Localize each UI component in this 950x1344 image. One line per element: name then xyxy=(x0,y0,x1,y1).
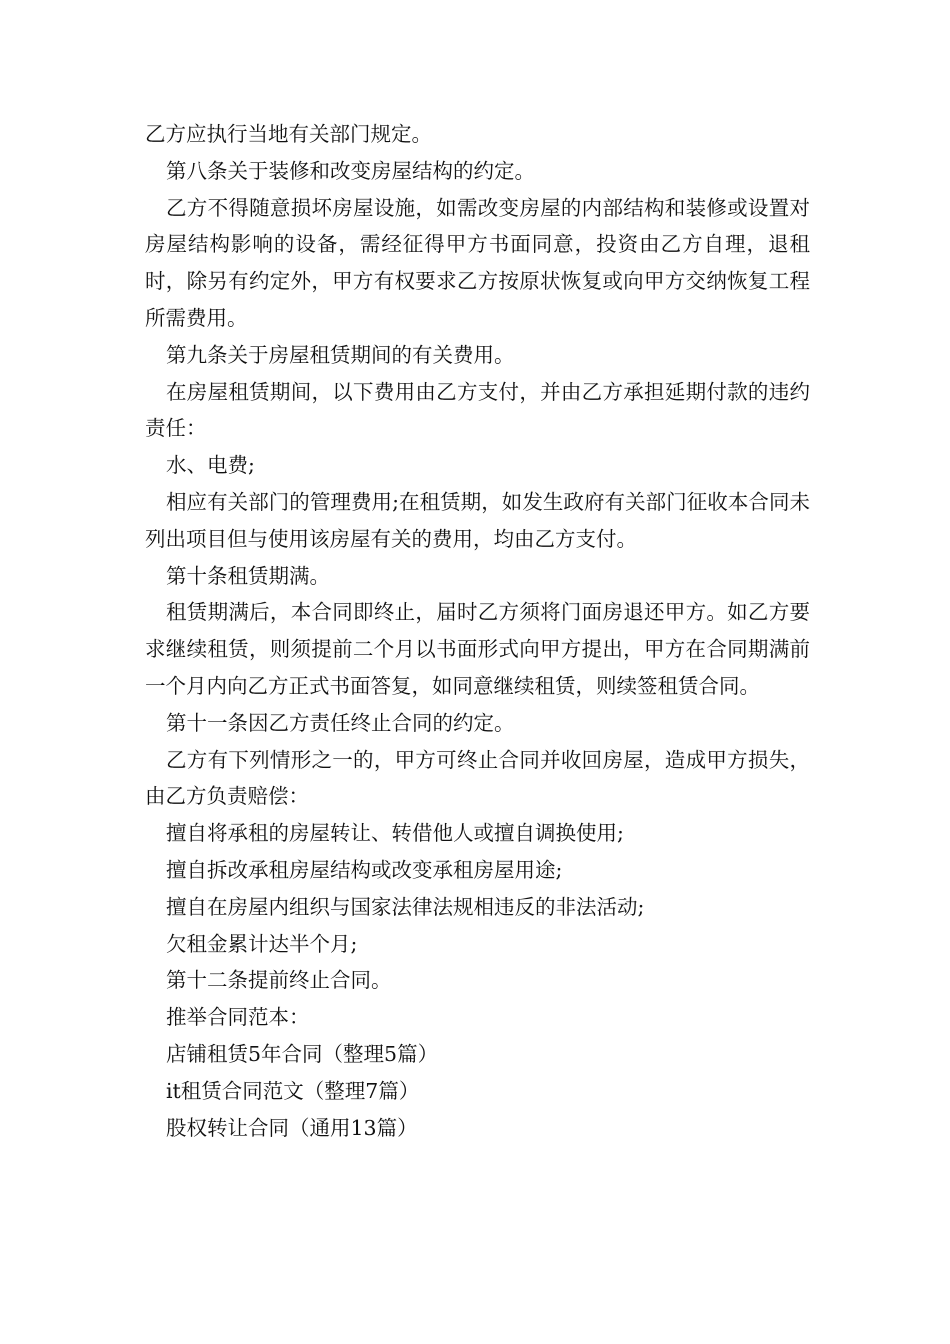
document-body xyxy=(145,116,810,1146)
recommended-link-equity-transfer[interactable]: 股权转让合同（通用13篇） xyxy=(166,1115,418,1140)
article-10-heading: 第十条租赁期满。 xyxy=(166,563,330,588)
recommended-templates-heading: 推举合同范本： xyxy=(166,1005,310,1030)
article-11-item-transfer: 擅自将承租的房屋转让、转借他人或擅自调换使用; xyxy=(166,821,624,846)
article-9-body: 在房屋租赁期间，以下费用由乙方支付，并由乙方承担延期付款的违约责任： xyxy=(145,379,810,441)
recommended-link-shop-lease[interactable]: 店铺租赁5年合同（整理5篇） xyxy=(166,1041,439,1066)
article-11-item-alteration: 擅自拆改承租房屋结构或改变承租房屋用途; xyxy=(166,857,563,882)
paragraph-continuation: 乙方应执行当地有关部门规定。 xyxy=(145,122,432,146)
article-11-item-rent-arrears: 欠租金累计达半个月; xyxy=(166,931,358,956)
article-9-heading: 第九条关于房屋租赁期间的有关费用。 xyxy=(166,342,515,367)
article-12-heading: 第十二条提前终止合同。 xyxy=(166,968,392,993)
recommended-link-it-lease[interactable]: it租赁合同范文（整理7篇） xyxy=(166,1078,420,1103)
article-8-heading: 第八条关于装修和改变房屋结构的约定。 xyxy=(166,158,535,183)
article-11-heading: 第十一条因乙方责任终止合同的约定。 xyxy=(166,710,515,735)
article-11-item-illegal-activity: 擅自在房屋内组织与国家法律法规相违反的非法活动; xyxy=(166,894,645,919)
article-9-item-utilities: 水、电费; xyxy=(166,453,255,478)
article-10-body: 租赁期满后，本合同即终止，届时乙方须将门面房退还甲方。如乙方要求继续租赁，则须提前二个月以书面形式向甲方提出，甲方在合同期满前一个月内向乙方正式书面答复，如同意继续租赁，则续签租赁合同。 xyxy=(145,600,810,698)
article-11-body: 乙方有下列情形之一的，甲方可终止合同并收回房屋，造成甲方损失，由乙方负责赔偿： xyxy=(145,747,810,809)
article-9-item-management-fees: 相应有关部门的管理费用;在租赁期，如发生政府有关部门征收本合同未列出项目但与使用该房屋有关的费用，均由乙方支付。 xyxy=(145,489,810,551)
article-8-body: 乙方不得随意损坏房屋设施，如需改变房屋的内部结构和装修或设置对房屋结构影响的设备，需经征得甲方书面同意，投资由乙方自理，退租时，除另有约定外，甲方有权要求乙方按原状恢复或向甲方交纳恢复工程所需费用。 xyxy=(145,195,810,330)
